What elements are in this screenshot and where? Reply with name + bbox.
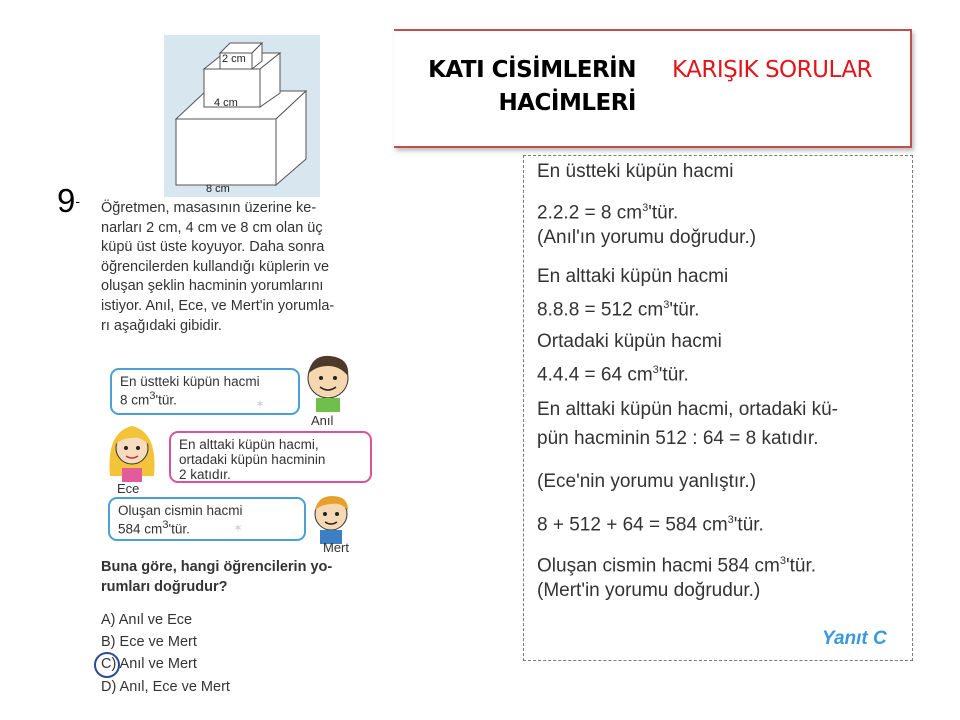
- solution-calc: 2.2.2 = 8 cm: [537, 202, 643, 224]
- exponent: 3: [149, 390, 156, 402]
- mert-bubble-line-1: Oluşan cismin hacmi: [118, 503, 243, 518]
- question-line: Öğretmen, masasının üzerine ke-: [101, 200, 317, 216]
- solution-line: (Mert'in yorumu doğrudur.): [537, 580, 761, 601]
- question-line: istiyor. Anıl, Ece, ve Mert'in yorumla-: [101, 297, 335, 314]
- ece-bubble-line-3: 2 katıdır.: [179, 467, 231, 482]
- selected-answer-circle: [94, 652, 120, 678]
- question-number-value: 9: [57, 182, 76, 219]
- solution-line: En alttaki küpün hacmi: [537, 266, 729, 287]
- question-line: küpü üst üste koyuyor. Daha sonra: [101, 239, 325, 256]
- solution-line: [537, 550, 816, 577]
- mert-bubble-line-2: [118, 518, 296, 537]
- ece-speech-bubble: [169, 431, 372, 483]
- option-b[interactable]: B) Ece ve Mert: [101, 634, 197, 650]
- mert-speech-bubble: [108, 497, 306, 541]
- solution-line: [537, 509, 764, 536]
- solution-line: En alttaki küpün hacmi, ortadaki kü-: [537, 399, 838, 420]
- answer-label: Yanıt C: [822, 628, 887, 649]
- exponent: 3: [652, 364, 659, 376]
- solution-calc: 8.8.8 = 512 cm: [537, 299, 664, 321]
- question-prompt: [101, 557, 386, 597]
- ece-name: Ece: [117, 481, 140, 496]
- stacked-cubes-figure: [164, 35, 320, 197]
- anil-avatar: [300, 352, 356, 414]
- exponent: 3: [663, 299, 670, 311]
- title-line-1: KATI CİSİMLERİN: [428, 57, 636, 83]
- solution-calc: 4.4.4 = 64 cm: [537, 364, 653, 386]
- ece-avatar: [104, 418, 160, 484]
- option-d[interactable]: D) Anıl, Ece ve Mert: [101, 679, 230, 695]
- prompt-line-1: Buna göre, hangi öğrencilerin yo-: [101, 559, 333, 575]
- solution-suffix: 'tür.: [669, 299, 700, 321]
- solution-suffix: 'tür.: [733, 514, 764, 536]
- solution-suffix: 'tür.: [658, 364, 689, 386]
- question-line: narları 2 cm, 4 cm ve 8 cm olan üç: [101, 219, 323, 236]
- middle-cube-label: 4 cm: [214, 97, 238, 109]
- exponent: 3: [779, 555, 786, 567]
- solution-calc: 8 + 512 + 64 = 584 cm: [537, 514, 728, 536]
- question-line: öğrencilerden kullandığı küplerin ve: [101, 258, 330, 275]
- solution-calc: Oluşan cismin hacmi 584 cm: [537, 555, 780, 577]
- solution-line: [537, 359, 689, 386]
- mert-avatar: [306, 492, 356, 544]
- solution-suffix: 'tür.: [786, 555, 817, 577]
- anil-speech-bubble: [110, 368, 300, 415]
- anil-bubble-line-1: En üstteki küpün hacmi: [120, 374, 260, 389]
- top-cube-label: 2 cm: [222, 53, 246, 65]
- question-line: oluşan şeklin hacminin yorumlarını: [101, 278, 324, 295]
- mert-bubble-suffix: 'tür.: [168, 521, 190, 537]
- exponent: 3: [642, 202, 649, 214]
- exponent: 3: [162, 519, 169, 531]
- anil-bubble-volume: 8 cm: [120, 392, 150, 408]
- solution-line: (Ece'nin yorumu yanlıştır.): [537, 471, 757, 492]
- solution-line: En üstteki küpün hacmi: [537, 161, 734, 182]
- option-c[interactable]: C) Anıl ve Mert: [101, 656, 197, 672]
- bottom-cube-label: 8 cm: [206, 183, 230, 195]
- solution-line: [537, 294, 699, 321]
- option-a[interactable]: A) Anıl ve Ece: [101, 612, 193, 628]
- question-number: [57, 181, 80, 221]
- slide-title: [394, 54, 636, 120]
- solution-suffix: 'tür.: [648, 202, 679, 224]
- mert-name: Mert: [323, 540, 349, 555]
- solution-line: Ortadaki küpün hacmi: [537, 331, 722, 352]
- solution-line: pün hacminin 512 : 64 = 8 katıdır.: [537, 428, 819, 449]
- star-icon: ✶: [255, 397, 266, 411]
- ece-bubble-line-1: En alttaki küpün hacmi,: [179, 437, 319, 452]
- star-icon: ✶: [233, 521, 244, 535]
- question-line: rı aşağıdaki gibidir.: [101, 317, 222, 334]
- solution-line: [537, 197, 678, 224]
- exponent: 3: [727, 514, 734, 526]
- anil-bubble-suffix: 'tür.: [155, 392, 177, 408]
- prompt-line-2: rumları doğrudur?: [101, 579, 228, 595]
- title-line-2: HACİMLERİ: [498, 90, 636, 116]
- question-number-suffix: -: [75, 193, 81, 209]
- mert-bubble-volume: 584 cm: [118, 521, 163, 537]
- question-text: [101, 199, 386, 336]
- ece-bubble-line-2: ortadaki küpün hacminin: [179, 452, 326, 467]
- solution-line: (Anıl'ın yorumu doğrudur.): [537, 227, 757, 248]
- slide-topic: KARIŞIK SORULAR: [672, 57, 873, 83]
- anil-name: Anıl: [311, 413, 334, 428]
